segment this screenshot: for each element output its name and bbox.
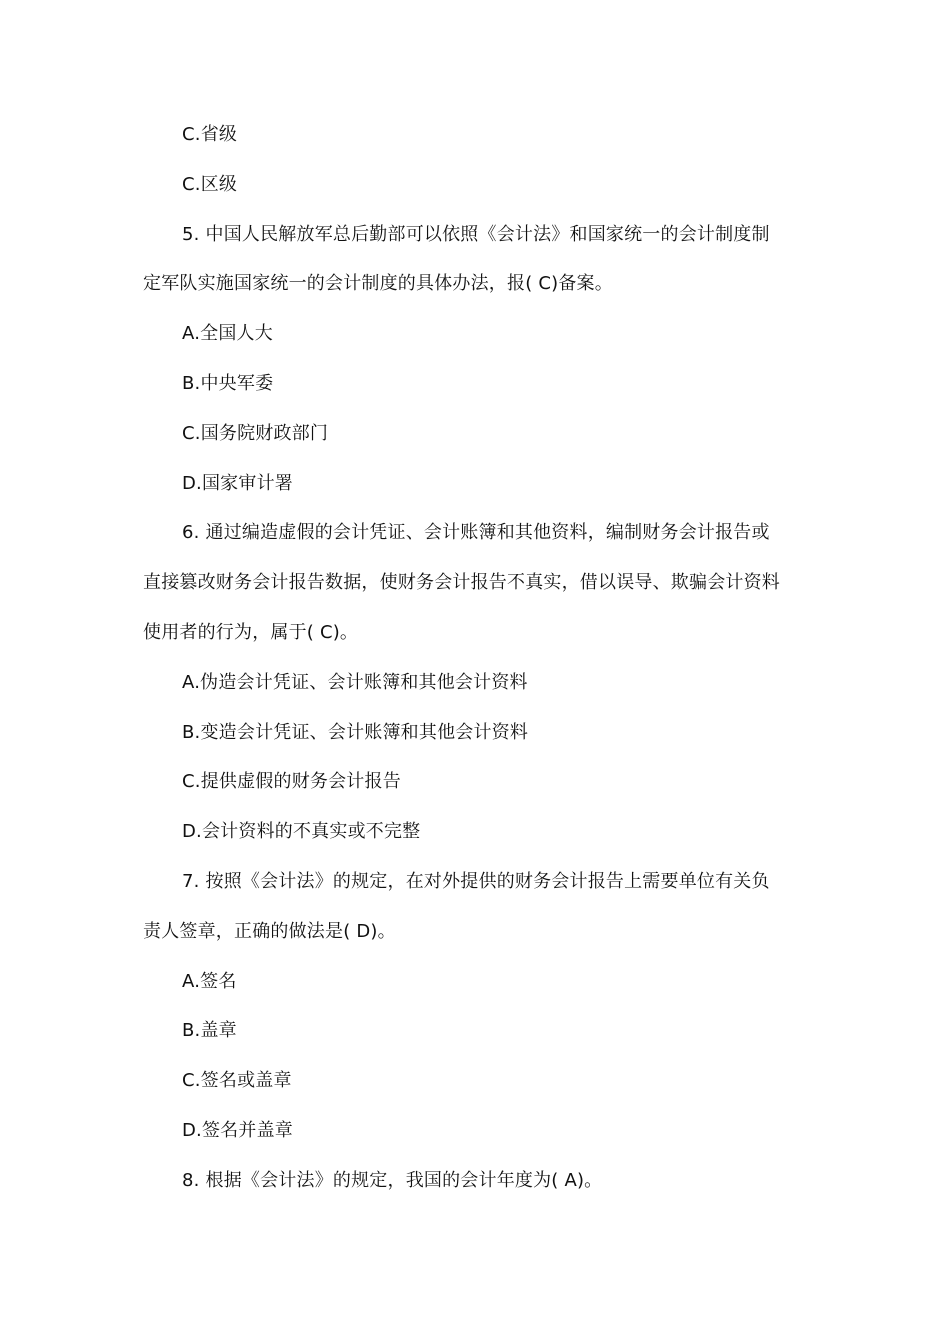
text-line: C.签名或盖章 [182,1070,292,1092]
text-line: 直接篡改财务会计报告数据，使财务会计报告不真实，借以误导、欺骗会计资料 [143,572,780,594]
text-line: C.省级 [182,124,238,145]
text-line: C.区级 [182,173,238,195]
text-line: B.盖章 [182,1020,237,1042]
text-line: 6. 通过编造虚假的会计凭证、会计账簿和其他资料，编制财务会计报告或 [182,522,770,544]
text-line: 5. 中国人民解放军总后勤部可以依照《会计法》和国家统一的会计制度制 [182,223,770,245]
text-line: 定军队实施国家统一的会计制度的具体办法，报( C)备案。 [143,273,613,295]
text-line: 8. 根据《会计法》的规定，我国的会计年度为( A)。 [182,1169,603,1191]
text-line: B.中央军委 [182,372,274,394]
text-line: D.国家审计署 [182,472,293,494]
text-line: C.国务院财政部门 [182,422,329,444]
text-line: D.会计资料的不真实或不完整 [182,821,421,843]
document-body [143,110,811,1206]
text-line: A.伪造会计凭证、会计账簿和其他会计资料 [182,671,528,693]
text-line: 责人签章，正确的做法是( D)。 [143,920,396,942]
text-line: 使用者的行为，属于( C)。 [143,621,359,643]
text-line: B.变造会计凭证、会计账簿和其他会计资料 [182,721,529,743]
text-line: C.提供虚假的财务会计报告 [182,771,401,793]
text-line: A.全国人大 [182,323,273,345]
text-line: 7. 按照《会计法》的规定，在对外提供的财务会计报告上需要单位有关负 [182,870,770,892]
text-line: A.签名 [182,970,237,992]
text-line: D.签名并盖章 [182,1119,293,1141]
